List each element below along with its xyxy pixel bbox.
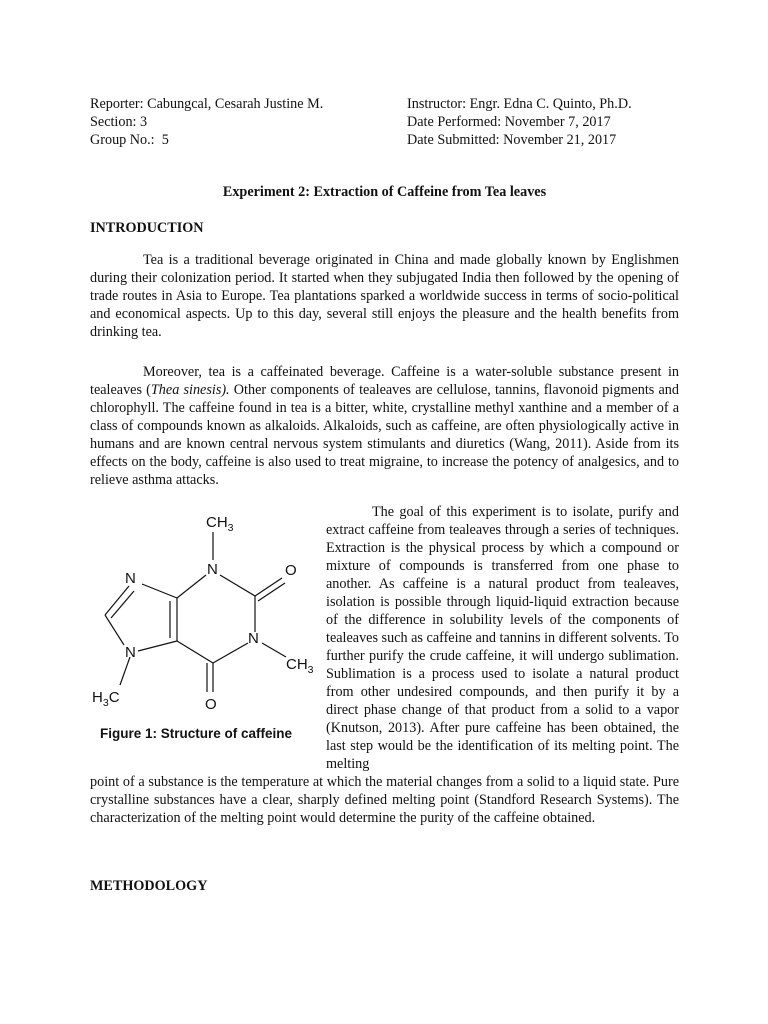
header-left-column [90,95,323,149]
reporter-line: Reporter: Cabungcal, Cesarah Justine M. [90,96,324,112]
bond-c6-n7 [142,584,177,598]
caffeine-structure-figure [90,505,322,745]
header-right-column [407,95,632,149]
atom-o-right: O [285,562,297,579]
figure-caption: Figure 1: Structure of caffeine [100,726,293,741]
atom-n7: N [125,570,136,587]
intro-paragraph-3-continued: point of a substance is the temperature at which the material changes from a solid to a liquid state. Pure crystalline substances have a clear, sharply defined melting point (Standford Research Systems). The characterization of the melting point would determine the purity of the caffeine obtained. [90,774,679,826]
paragraph-2-text-start: Moreover, tea is a caffeinated beverage. Caffeine is a water-soluble substance present in tealeaves ( [90,364,679,398]
methodology-heading: METHODOLOGY [90,878,208,894]
intro-paragraph-1: Tea is a traditional beverage originated in China and made globally known by Englishmen during their colonization period. It started when they subjugated India then followed by the opening of trade routes in Asia to Europe. Tea plantations sparked a worldwide success in terms of socio-political and economical aspects. Up to this day, several still enjoys the pleasure and the health benefits from drinking tea. [90,252,679,340]
bond-c8-n9 [105,615,124,645]
date-performed-line: Date Performed: November 7, 2017 [407,114,611,130]
bond-n9-c5 [138,641,177,651]
experiment-title: Experiment 2: Extraction of Caffeine from Tea leaves [222,184,547,200]
atom-ch3-top: $CH_3$ [206,514,234,534]
bond-n3-ch3 [262,643,286,657]
atom-ch3-right: $CH_3$ [286,656,314,676]
paragraph-2-text-end: Other components of tealeaves are cellulose, tannins, flavonoid pigments and chlorophyll. The caffeine found in tea is a bitter, white, crystalline methyl xanthine and a member of a class of compounds known as alkaloids. Alkaloids, such as caffeine, are often physiologically active in humans and are known central nervous system stimulants and diuretics (Wang, 2011). Aside from its effects on the body, caffeine is also used to treat migraine, to increase the potency of analgesics, and to relieve asthma attacks. [90,382,679,488]
bond-n3-c4 [213,643,248,663]
group-line: Group No.: 5 [90,132,169,148]
atom-n1: N [207,561,218,578]
date-submitted-line: Date Submitted: November 21, 2017 [407,132,617,148]
intro-paragraph-3-wrapped: The goal of this experiment is to isolate, purify and extract caffeine from tealeaves through a series of techniques. Extraction is the physical process by which a compound or mixture of compounds is transferred from one phase to another. As caffeine is a natural product from tealeaves, isolation is possible through liquid-liquid extraction because of the difference in solubility levels of the components of tealeaves such as caffeine and tannins in different solvents. To further purify the crude caffeine, it will undergo sublimation. Sublimation is a process used to isolate a natural product from other undesired compounds, and then purify it by a direct phase change of that product from a solid to a vapor (Knutson, 2013). After pure caffeine has been obtained, the last step would be the identification of its melting point. The melting [326,504,679,772]
bond-n1-c2 [220,575,255,596]
bond-c6-n1 [177,575,206,598]
caffeine-structure-diagram [90,505,322,720]
introduction-heading: INTRODUCTION [90,220,204,236]
bond-n9-ch3 [120,657,130,685]
bond-c4-c5 [177,641,213,663]
instructor-line: Instructor: Engr. Edna C. Quinto, Ph.D. [407,96,632,112]
atom-n9: N [125,644,136,661]
atom-n3: N [248,630,259,647]
intro-paragraph-2 [90,363,679,489]
section-line: Section: 3 [90,114,148,130]
atom-h3c: $H_3C$ [92,689,120,709]
atom-o-bottom: O [205,696,217,713]
species-name: Thea sinesis). [150,382,230,398]
